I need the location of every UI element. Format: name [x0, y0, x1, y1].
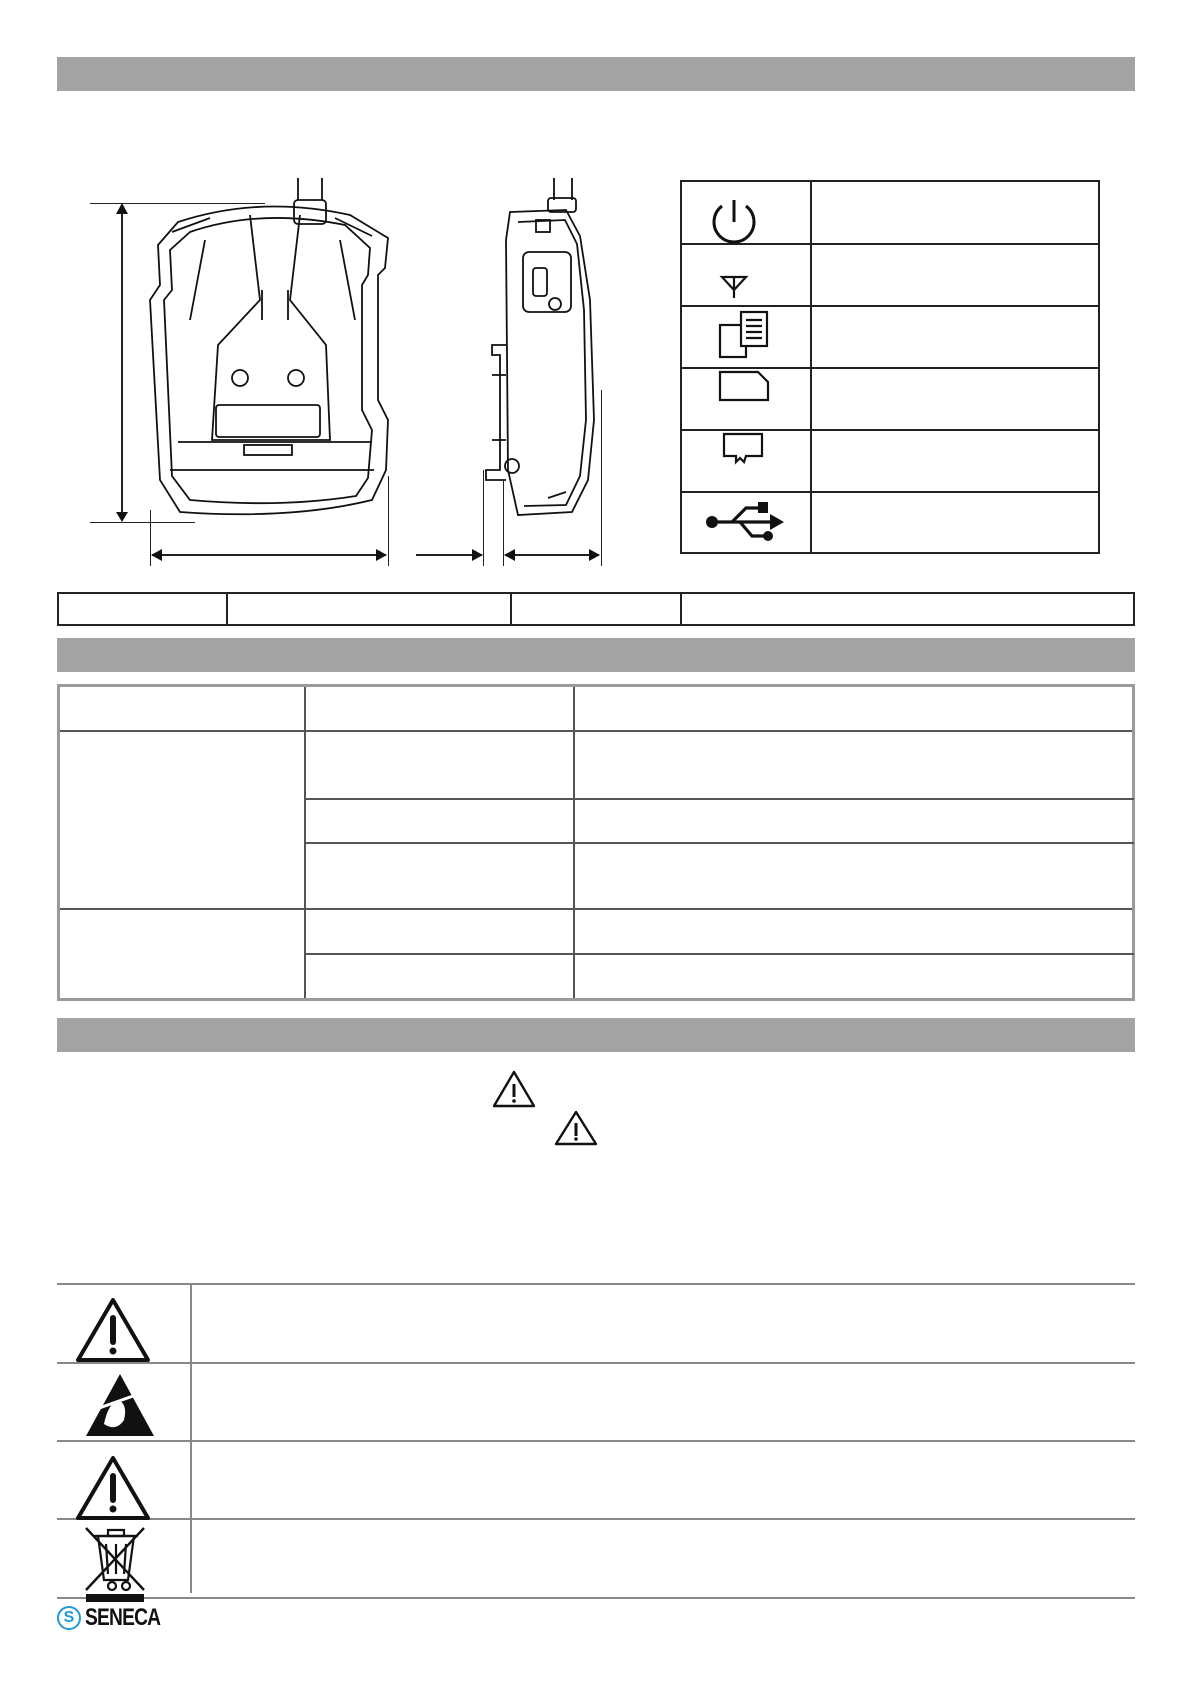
- seneca-logo-text: SENECA: [85, 1604, 161, 1631]
- width-dimension-ext-right: [388, 476, 389, 566]
- specifications-table: [57, 684, 1135, 1001]
- section-bar-table: [57, 638, 1135, 672]
- depth-dimension-ext-b: [503, 480, 504, 566]
- height-dimension-line: [121, 210, 123, 516]
- depth-dimension-ext-c: [601, 390, 602, 566]
- height-dimension-ext-bottom: [90, 522, 195, 523]
- weee-crossed-bin-icon: [0, 0, 1, 1]
- order-code-strip: [57, 592, 1135, 626]
- height-dimension-ext-top: [90, 203, 265, 204]
- depth-dimension-line: [505, 554, 599, 556]
- seneca-logo: [57, 1603, 179, 1633]
- seneca-logo-mark: S: [57, 1606, 81, 1630]
- width-dimension-line: [152, 554, 386, 556]
- section-bar-dimensions: [57, 57, 1135, 91]
- icon-legend-box: [680, 180, 1100, 554]
- depth-dimension-ext-a: [483, 470, 484, 566]
- safety-rows: [57, 1283, 1135, 1600]
- section-bar-safety: [57, 1018, 1135, 1052]
- width-dimension-ext-left: [150, 510, 151, 566]
